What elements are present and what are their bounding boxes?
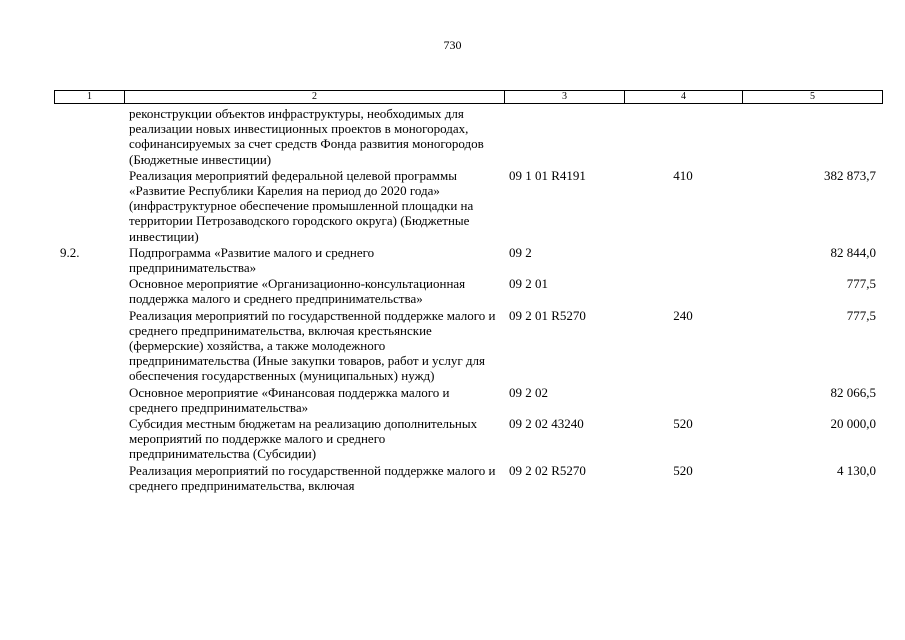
row-name: Основное мероприятие «Финансовая поддержка малого и среднего предпринимательства»	[129, 384, 450, 415]
budget-table	[54, 106, 882, 494]
table-row	[54, 106, 882, 168]
row-code	[504, 106, 624, 168]
page-number: 730	[443, 38, 462, 52]
row-code: 09 2 02	[509, 384, 548, 400]
column-header-4: 4	[625, 91, 743, 104]
row-sum: 382 873,7	[824, 167, 876, 183]
table-row	[54, 385, 882, 416]
row-code: 09 2 01 R5270	[509, 307, 586, 323]
column-header-2: 2	[125, 91, 505, 104]
row-sum: 82 066,5	[830, 384, 876, 400]
column-header-1: 1	[55, 91, 125, 104]
row-code: 09 1 01 R4191	[509, 167, 586, 183]
row-expense-type	[624, 245, 742, 276]
column-header-3: 3	[505, 91, 625, 104]
table-row	[54, 245, 882, 276]
row-sum: 4 130,0	[837, 462, 876, 478]
row-number	[54, 168, 124, 245]
row-code: 09 2 01	[509, 276, 548, 292]
row-expense-type: 520	[673, 416, 693, 432]
row-sum: 20 000,0	[830, 416, 876, 432]
table-row	[54, 168, 882, 245]
table-row	[54, 276, 882, 307]
row-name: Реализация мероприятий по государственной поддержке малого и среднего предпринимательства, включая крестьянские (фермерские) хозяйства, а также молодежного предпринимательства (Иные закупки товаров, работ и услуг для обеспечения государственных (муниципальных) нужд)	[129, 307, 496, 384]
row-expense-type	[624, 106, 742, 168]
row-number	[54, 308, 124, 385]
table-row	[54, 463, 882, 494]
row-expense-type	[624, 276, 742, 307]
row-sum: 777,5	[846, 276, 876, 292]
row-number	[54, 276, 124, 307]
row-number: 9.2.	[60, 244, 80, 260]
column-header-5: 5	[743, 91, 883, 104]
table-row	[54, 416, 882, 463]
column-header-table	[54, 90, 883, 104]
row-expense-type: 520	[673, 462, 693, 478]
row-expense-type	[624, 385, 742, 416]
row-number	[54, 385, 124, 416]
row-number	[54, 463, 124, 494]
row-code: 09 2 02 R5270	[509, 462, 586, 478]
row-code: 09 2 02 43240	[509, 416, 584, 432]
row-sum	[742, 106, 882, 168]
row-expense-type: 240	[673, 307, 693, 323]
row-number	[54, 416, 124, 463]
table-row	[54, 308, 882, 385]
row-name: Субсидия местным бюджетам на реализацию дополнительных мероприятий по поддержке малого и среднего предпринимательства (Субсидии)	[129, 416, 478, 462]
row-name: реконструкции объектов инфраструктуры, необходимых для реализации новых инвестиционных проектов в моногородах, софинансируемых за счет средств Фонда развития моногородов (Бюджетные инвестиции)	[129, 106, 484, 167]
row-code: 09 2	[509, 244, 532, 260]
row-name: Подпрограмма «Развитие малого и среднего предпринимательства»	[129, 244, 375, 276]
row-name: Реализация мероприятий по государственной поддержке малого и среднего предпринимательства, включая	[129, 462, 496, 493]
column-header-row	[55, 91, 883, 104]
row-sum: 777,5	[846, 307, 876, 323]
row-name: Реализация мероприятий федеральной целевой программы «Развитие Республики Карелия на период до 2020 года» (инфраструктурное обеспечение промышленной площадки на территории Петрозаводского городского округа) (Бюджетные инвестиции)	[129, 167, 474, 244]
row-number	[54, 106, 124, 168]
row-name: Основное мероприятие «Организационно-консультационная поддержка малого и среднего предпринимательства»	[129, 276, 466, 307]
row-sum: 82 844,0	[830, 244, 876, 260]
row-expense-type: 410	[673, 167, 693, 183]
